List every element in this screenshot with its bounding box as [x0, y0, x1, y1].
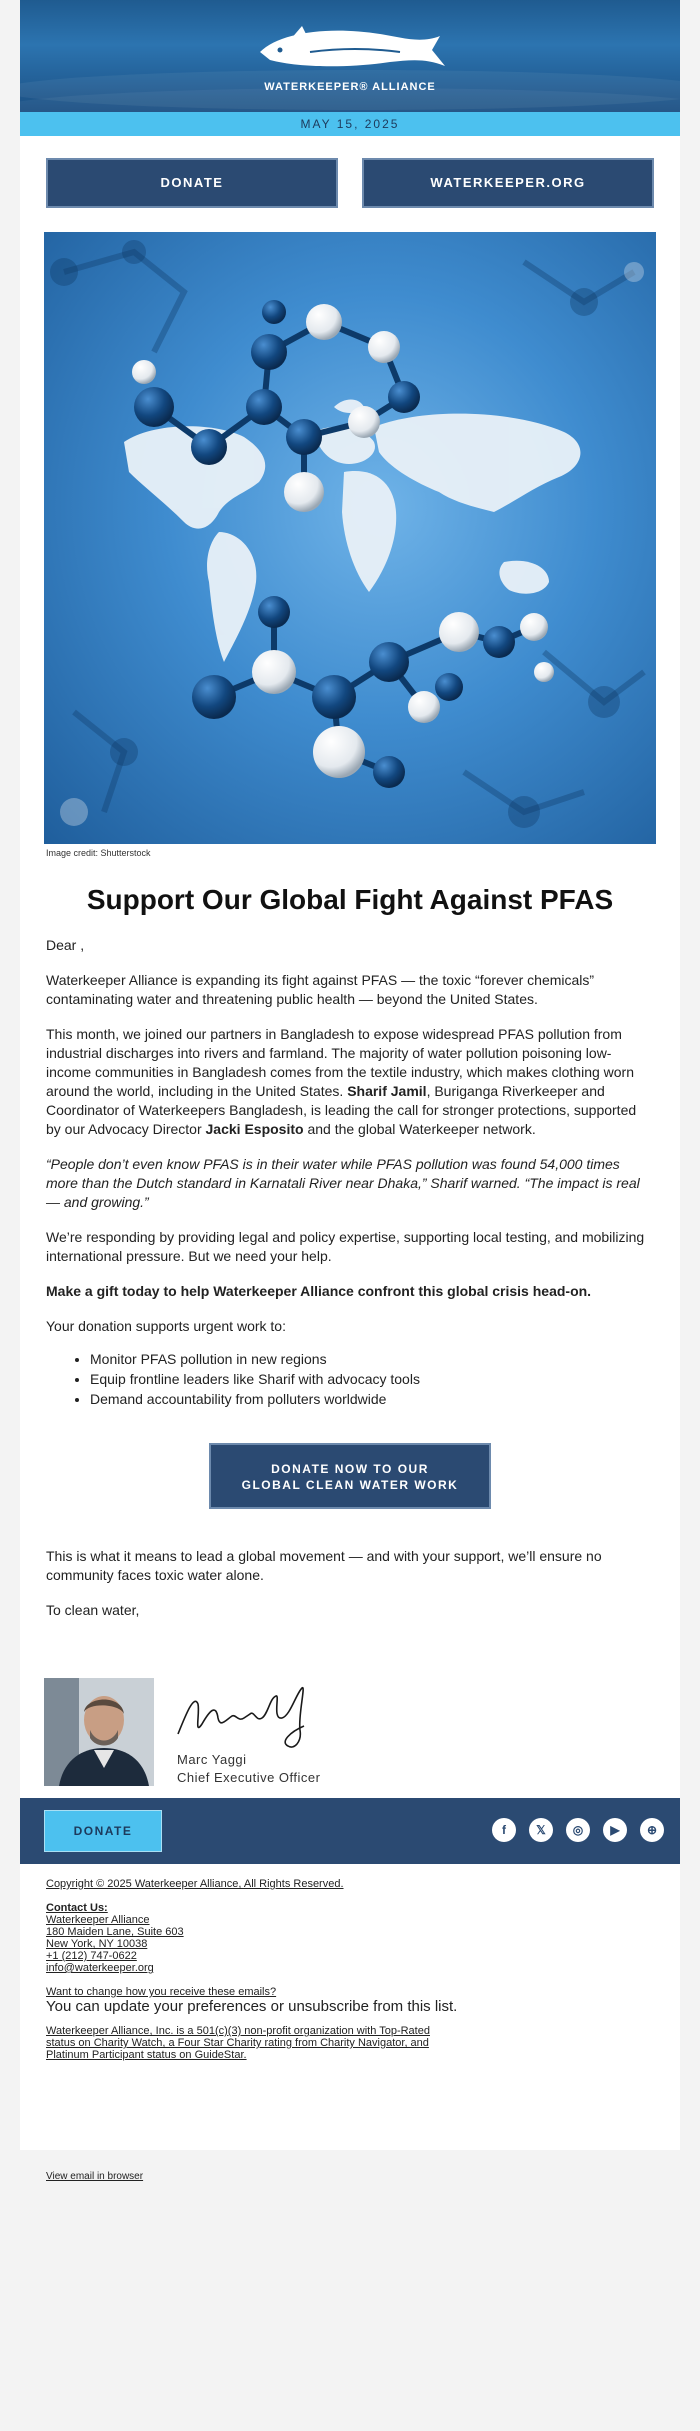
contact-line: Waterkeeper Alliance [46, 1914, 150, 1926]
view-in-browser-link[interactable]: View email in browser [46, 2171, 144, 2182]
footer-donate-button[interactable]: DONATE [44, 1810, 162, 1852]
fish-logo-icon [250, 22, 450, 74]
paragraph-intro: Waterkeeper Alliance is expanding its fight against PFAS — the toxic “forever chemicals” contaminating water and threatening public health — beyond the United States. [46, 972, 595, 1007]
nonprofit-statement: Waterkeeper Alliance, Inc. is a 501(c)(3) non-profit organization with Top-Rated status on Charity Watch, a Four Star Charity rating from Charity Navigator, and Platinum Participant status on GuideStar. [46, 2025, 430, 2061]
legal-footer [20, 1878, 680, 2061]
contact-line: New York, NY 10038 [46, 1938, 148, 1950]
phone-link[interactable]: +1 (212) 747-0622 [46, 1950, 137, 1962]
contact-heading: Contact Us: [46, 1902, 108, 1914]
closing-paragraph: This is what it means to lead a global movement — and with your support, we’ll ensure no community faces toxic water alone. [46, 1548, 602, 1583]
social-links [479, 1818, 664, 1842]
list-item: • Demand accountability from polluters worldwide [90, 1390, 654, 1409]
signoff: To clean water, [46, 1602, 140, 1618]
list-item: • Equip frontline leaders like Sharif with advocacy tools [90, 1370, 654, 1389]
update-preferences-text[interactable]: You can update your preferences or unsubscribe from this list. [46, 1998, 458, 2015]
bold-ask: Make a gift today to help Waterkeeper Alliance confront this global crisis head-on. [46, 1283, 592, 1299]
donate-now-button[interactable]: DONATE NOW TO OUR GLOBAL CLEAN WATER WORK [209, 1443, 491, 1509]
waterkeeper-logo[interactable] [20, 22, 680, 93]
donate-button[interactable]: DONATE [46, 158, 338, 208]
image-credit: Image credit: Shutterstock [46, 848, 151, 858]
signer-name: Marc Yaggi [177, 1752, 247, 1767]
instagram-icon[interactable]: ◎ [566, 1818, 590, 1842]
molecule-map-illustration [44, 232, 656, 844]
ceo-photo [44, 1678, 154, 1786]
name-jacki-esposito: Jacki Esposito [205, 1121, 304, 1137]
quote-paragraph: “People don’t even know PFAS is in their water while PFAS pollution was found 54,000 times more than the Dutch standard in Karnatali River near Dhaka,” Sharif warned. “The impact is real — and growing.” [46, 1156, 640, 1210]
name-sharif-jamil: Sharif Jamil [347, 1083, 427, 1099]
greeting: Dear , [46, 937, 85, 953]
article-body [20, 936, 680, 1409]
paragraph-bangladesh: This month, we joined our partners in Bangladesh to expose widespread PFAS pollution from industrial discharges into rivers and farmland. The majority of water pollution poisoning low-income communities in Bangladesh comes from the textile industry, which makes clothing worn around the world, including in the United States. Sharif Jamil, Buriganga Riverkeeper and Coordinator of Waterkeepers Bangladesh, is leading the call for stronger protections, supported by our Advocacy Director Jacki Esposito and the global Waterkeeper network. [46, 1026, 637, 1137]
signature-icon [172, 1674, 332, 1758]
email-container [20, 0, 680, 2150]
copyright: Copyright © 2025 Waterkeeper Alliance, All Rights Reserved. [46, 1878, 344, 1890]
contact-line: 180 Maiden Lane, Suite 603 [46, 1926, 184, 1938]
headline: Support Our Global Fight Against PFAS [86, 884, 614, 915]
x-icon[interactable]: 𝕏 [529, 1818, 553, 1842]
portrait-illustration [44, 1678, 154, 1786]
supports-intro: Your donation supports urgent work to: [46, 1318, 286, 1334]
pfas-molecule-world-map-image[interactable] [44, 232, 656, 844]
header-banner [20, 0, 680, 112]
footer-bar [20, 1798, 680, 1864]
list-item: • Monitor PFAS pollution in new regions [90, 1350, 654, 1369]
signer-title: Chief Executive Officer [177, 1770, 321, 1785]
closing-body [20, 1547, 680, 1620]
change-preferences-link[interactable]: Want to change how you receive these emails? [46, 1986, 277, 1998]
globe-icon[interactable]: ⊕ [640, 1818, 664, 1842]
date-bar: MAY 15, 2025 [20, 112, 680, 136]
cta-wrapper [20, 1443, 680, 1509]
supports-list [90, 1350, 654, 1409]
signature-block [20, 1660, 680, 1785]
paragraph-response: We’re responding by providing legal and policy expertise, supporting local testing, and mobilizing international pressure. But we need your help. [46, 1229, 645, 1264]
waterkeeper-site-button[interactable]: WATERKEEPER.ORG [362, 158, 654, 208]
logo-text: WATERKEEPER® ALLIANCE [264, 81, 436, 93]
facebook-icon[interactable]: f [492, 1818, 516, 1842]
email-link[interactable]: info@waterkeeper.org [46, 1962, 154, 1974]
top-button-row [20, 158, 680, 208]
youtube-icon[interactable]: ▶ [603, 1818, 627, 1842]
